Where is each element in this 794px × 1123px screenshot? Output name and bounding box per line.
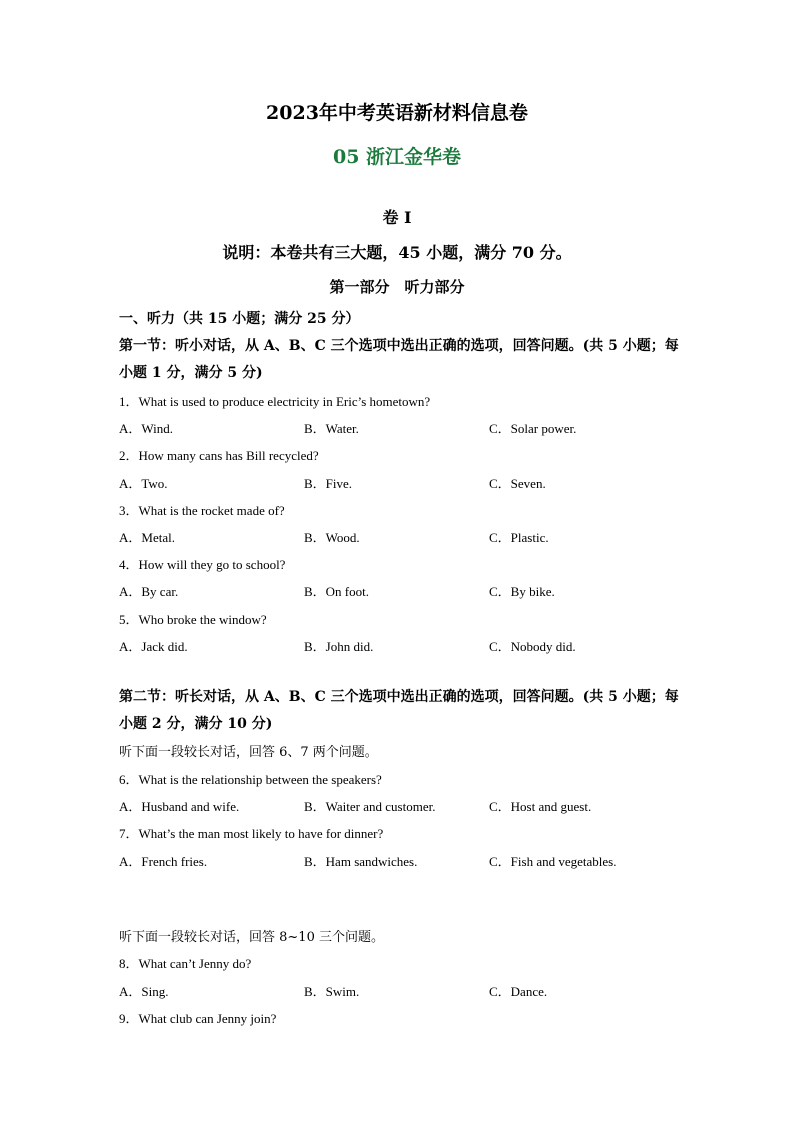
q3-option-b: B．Wood. — [304, 530, 360, 545]
section1-instructions: 第一节：听小对话，从 A、B、C 三个选项中选出正确的选项，回答问题。(共 5 小题；每 — [119, 338, 679, 354]
dialog-intro-6-7: 听下面一段较长对话，回答 6、7 两个问题。 — [119, 745, 378, 760]
q7-option-a: A．French fries. — [119, 854, 208, 869]
q6-option-b: B．Waiter and customer. — [304, 799, 436, 814]
question-8: 8．What can’t Jenny do? — [119, 956, 252, 971]
q8-option-a: A．Sing. — [119, 984, 169, 999]
q4-option-b: B．On foot. — [304, 584, 370, 599]
q7-option-b: B．Ham sandwiches. — [304, 854, 418, 869]
part-heading: 第一部分 听力部分 — [329, 278, 465, 296]
section2-instructions-cont: 小题 2 分，满分 10 分) — [119, 716, 273, 732]
section1-instructions-cont: 小题 1 分，满分 5 分) — [119, 365, 263, 381]
q1-option-b: B．Water. — [304, 421, 359, 436]
q5-option-b: B．John did. — [304, 639, 374, 654]
listening-heading: 一、听力（共 15 小题；满分 25 分） — [119, 311, 360, 327]
question-3: 3．What is the rocket made of? — [119, 503, 285, 518]
q6-option-a: A．Husband and wife. — [119, 799, 240, 814]
question-5: 5．Who broke the window? — [119, 612, 267, 627]
question-4: 4．How will they go to school? — [119, 557, 286, 572]
q7-option-c: C．Fish and vegetables. — [489, 854, 617, 869]
q2-option-b: B．Five. — [304, 476, 353, 491]
q4-option-c: C．By bike. — [489, 584, 555, 599]
exam-title: 2023年中考英语新材料信息卷 — [266, 102, 528, 124]
q8-option-c: C．Dance. — [489, 984, 548, 999]
exam-note: 说明：本卷共有三大题，45 小题，满分 70 分。 — [222, 243, 572, 262]
q8-option-b: B．Swim. — [304, 984, 360, 999]
exam-subtitle: 05 浙江金华卷 — [332, 146, 462, 168]
q6-option-c: C．Host and guest. — [489, 799, 592, 814]
q3-option-a: A．Metal. — [119, 530, 175, 545]
q1-option-a: A．Wind. — [119, 421, 173, 436]
q4-option-a: A．By car. — [119, 584, 179, 599]
dialog-intro-8-10: 听下面一段较长对话，回答 8~10 三个问题。 — [119, 930, 384, 945]
q2-option-a: A．Two. — [119, 476, 168, 491]
question-9: 9．What club can Jenny join? — [119, 1011, 277, 1026]
question-6: 6．What is the relationship between the speakers? — [119, 772, 382, 787]
q2-option-c: C．Seven. — [489, 476, 546, 491]
section2-instructions: 第二节：听长对话，从 A、B、C 三个选项中选出正确的选项，回答问题。(共 5 小题；每 — [119, 689, 679, 705]
volume-label: 卷 I — [382, 208, 412, 227]
q3-option-c: C．Plastic. — [489, 530, 549, 545]
question-2: 2．How many cans has Bill recycled? — [119, 448, 319, 463]
question-1: 1．What is used to produce electricity in Eric’s hometown? — [119, 394, 431, 409]
q5-option-c: C．Nobody did. — [489, 639, 576, 654]
q5-option-a: A．Jack did. — [119, 639, 188, 654]
q1-option-c: C．Solar power. — [489, 421, 577, 436]
question-7: 7．What’s the man most likely to have for dinner? — [119, 826, 384, 841]
